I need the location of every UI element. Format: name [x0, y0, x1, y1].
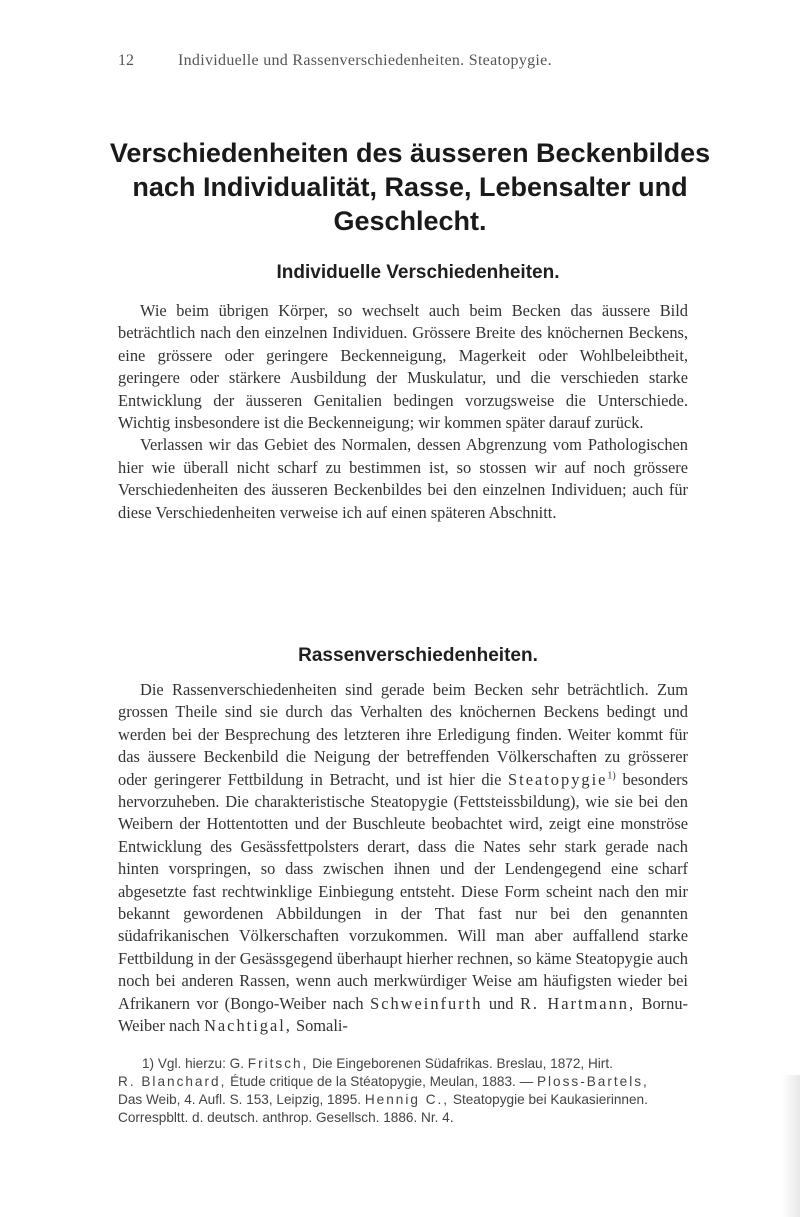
author-name: Fritsch,	[247, 1056, 309, 1071]
chapter-title-line-1: Verschiedenheiten des äusseren Beckenbildes	[109, 138, 711, 168]
section-heading-individual: Individuelle Verschiedenheiten.	[276, 262, 560, 283]
text-run: und	[488, 993, 514, 1013]
text-run: besonders hervorzuheben. Die charakteristische Steatopygie (Fettsteissbildung), wie sie bei den Weibern der Hottentotten und der Buschleute beobachtet wird, zeigt eine monströse Entwicklung des Gesässfettpolsters derart, dass die Nates sehr stark gerade nach hinten vorspringen, so dass zwischen ihnen und der Lendengegend eine scharf abgesetzte fast rechtwinklige Einbiegung entsteht. Diese Form scheint nach den mir bekannt gewordenen Abbildungen in der That fast nur bei den genannten südafrikanischen Völkerschaften vorzukommen. Will man aber auffallend starke Fettbildung in der Gesässgegend überhaupt hierher rechnen, so käme Steatopygie auch noch bei anderen Rassen, wenn auch merkwürdiger Weise am häufigsten wieder bei Afrikanern vor (Bongo-Weiber nach	[118, 769, 688, 1013]
footnote-line	[118, 1073, 688, 1091]
author-name: Ploss-Bartels,	[536, 1074, 649, 1089]
running-title: Individuelle und Rassenverschiedenheiten. Steatopygie.	[178, 52, 552, 69]
paragraph	[118, 679, 688, 1038]
section-body-race	[118, 679, 688, 1038]
footnote	[118, 1055, 688, 1127]
footnote-marker: 1)	[607, 770, 616, 782]
section-body-individual	[118, 300, 688, 524]
chapter-title-line-2: nach Individualität, Rasse, Lebensalter und Geschlecht.	[132, 172, 688, 236]
running-header	[118, 52, 688, 78]
author-name: Schweinfurth	[370, 993, 483, 1013]
paragraph: Wie beim übrigen Körper, so wechselt auch beim Becken das äussere Bild beträchtlich nach den einzelnen Individuen. Grössere Breite des knöchernen Beckens, eine grössere oder geringere Beckenneigung, Magerkeit oder Wohlbeleibtheit, geringere oder stärkere Ausbildung der Muskulatur, und die verschieden starke Entwicklung der äusseren Genitalien bedingen vorzugsweise die Unterschiede. Wichtig insbesondere ist die Beckenneigung; wir kommen später darauf zurück.	[118, 301, 688, 433]
scan-edge-shadow	[782, 1075, 800, 1217]
text-run: Die Eingeborenen Südafrikas. Breslau, 1872, Hirt.	[312, 1056, 613, 1071]
text-run: Steatopygie bei Kaukasierinnen.	[452, 1092, 648, 1107]
page-number: 12	[118, 52, 134, 69]
footnote-line: Correspbltt. d. deutsch. anthrop. Gesellsch. 1886. Nr. 4.	[118, 1110, 454, 1125]
text-run: Bornu-Weiber nach	[118, 993, 688, 1036]
section-heading-race: Rassenverschiedenheiten.	[298, 645, 538, 666]
text-run: Das Weib, 4. Aufl. S. 153, Leipzig, 1895.	[118, 1092, 362, 1107]
text-run: Étude critique de la Stéatopygie, Meulan, 1883. —	[230, 1074, 534, 1089]
author-name: Nachtigal,	[204, 1016, 292, 1036]
footnote-line	[118, 1091, 688, 1109]
term-steatopygie: Steatopygie	[508, 769, 608, 789]
text-run: Die Rassenverschiedenheiten sind gerade beim Becken sehr beträchtlich. Zum grossen Theile sind sie durch das Verhalten des knöchernen Beckens bedingt und werden bei der Besprechung des letzteren ihre Erledigung finden. Weiter kommt für das äussere Beckenbild die Neigung der betreffenden Völkerschaften zu grösserer oder geringerer Fettbildung in Betracht, und ist hier die	[118, 680, 688, 789]
author-name: R. Blanchard,	[118, 1074, 227, 1089]
author-name: R. Hartmann,	[519, 993, 636, 1013]
text-run: 1) Vgl. hierzu: G.	[142, 1056, 244, 1071]
chapter-title	[100, 136, 720, 238]
text-run: Somali-	[295, 1016, 348, 1036]
paragraph: Verlassen wir das Gebiet des Normalen, dessen Abgrenzung vom Pathologischen hier wie überall nicht scharf zu bestimmen ist, so stossen wir auf noch grössere Verschiedenheiten des äusseren Beckenbildes bei den einzelnen Individuen; auch für diese Verschiedenheiten verweise ich auf einen späteren Abschnitt.	[118, 435, 688, 522]
author-name: Hennig C.,	[364, 1092, 450, 1107]
footnote-line	[118, 1055, 688, 1073]
